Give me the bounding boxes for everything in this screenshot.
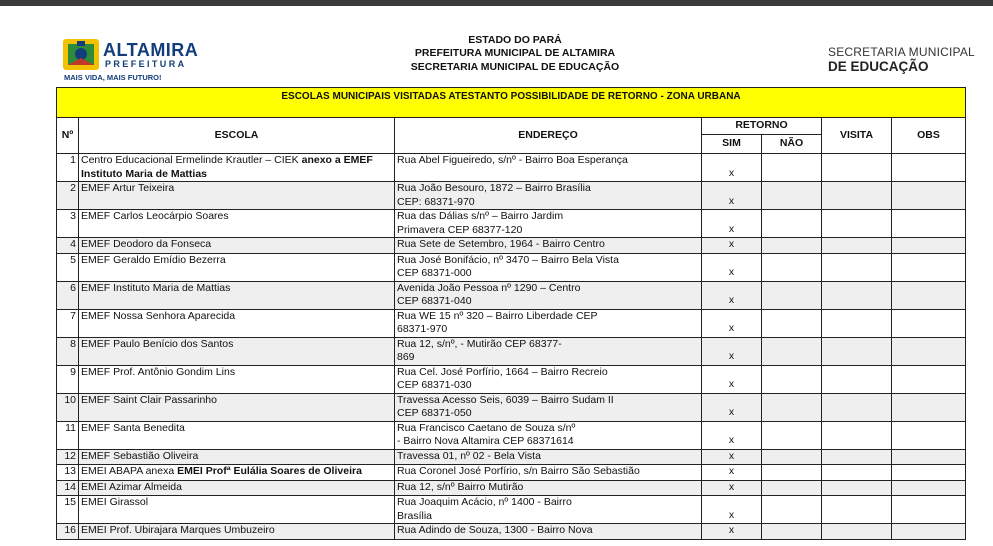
row-sim: x bbox=[702, 281, 762, 309]
row-visita bbox=[822, 182, 892, 210]
row-number: 14 bbox=[57, 480, 79, 496]
row-visita bbox=[822, 210, 892, 238]
header-visita: VISITA bbox=[822, 118, 892, 154]
row-nao bbox=[762, 337, 822, 365]
row-sim: x bbox=[702, 449, 762, 465]
logo-slogan: MAIS VIDA, MAIS FUTURO! bbox=[64, 73, 162, 82]
row-endereco: Rua João Besouro, 1872 – Bairro Brasília CEP: 68371-970 bbox=[395, 182, 702, 210]
row-escola: Centro Educacional Ermelinde Krautler – CIEK anexo a EMEF Instituto Maria de Mattias bbox=[79, 154, 395, 182]
row-sim: x bbox=[702, 421, 762, 449]
row-sim: x bbox=[702, 210, 762, 238]
row-visita bbox=[822, 421, 892, 449]
row-sim: x bbox=[702, 154, 762, 182]
row-nao bbox=[762, 524, 822, 540]
row-nao bbox=[762, 393, 822, 421]
row-endereco: Rua Adindo de Souza, 1300 - Bairro Nova bbox=[395, 524, 702, 540]
row-visita bbox=[822, 449, 892, 465]
row-escola: EMEI Prof. Ubirajara Marques Umbuzeiro bbox=[79, 524, 395, 540]
row-obs bbox=[892, 524, 966, 540]
table-row bbox=[57, 480, 966, 496]
row-endereco: Rua das Dálias s/nº – Bairro Jardim Primavera CEP 68377-120 bbox=[395, 210, 702, 238]
table-body bbox=[57, 154, 966, 540]
secretaria-line2: DE EDUCAÇÃO bbox=[828, 59, 929, 74]
row-visita bbox=[822, 365, 892, 393]
row-obs bbox=[892, 337, 966, 365]
row-obs bbox=[892, 253, 966, 281]
row-nao bbox=[762, 421, 822, 449]
row-visita bbox=[822, 238, 892, 254]
row-nao bbox=[762, 238, 822, 254]
row-number: 15 bbox=[57, 496, 79, 524]
altamira-logo bbox=[62, 38, 199, 84]
row-escola: EMEF Santa Benedita bbox=[79, 421, 395, 449]
table-row bbox=[57, 238, 966, 254]
row-nao bbox=[762, 253, 822, 281]
table-row bbox=[57, 496, 966, 524]
gov-line-prefeitura: PREFEITURA MUNICIPAL DE ALTAMIRA bbox=[414, 47, 616, 60]
header-nao: NÃO bbox=[762, 135, 822, 154]
table-row bbox=[57, 421, 966, 449]
row-visita bbox=[822, 281, 892, 309]
table-row bbox=[57, 524, 966, 540]
row-number: 4 bbox=[57, 238, 79, 254]
row-nao bbox=[762, 281, 822, 309]
row-endereco: Rua Francisco Caetano de Souza s/nº - Bairro Nova Altamira CEP 68371614 bbox=[395, 421, 702, 449]
government-header bbox=[380, 34, 650, 74]
header-sim: SIM bbox=[702, 135, 762, 154]
row-escola: EMEF Nossa Senhora Aparecida bbox=[79, 309, 395, 337]
row-nao bbox=[762, 309, 822, 337]
schools-table bbox=[56, 87, 966, 540]
row-sim: x bbox=[702, 238, 762, 254]
row-obs bbox=[892, 449, 966, 465]
row-endereco: Rua Sete de Setembro, 1964 - Bairro Centro bbox=[395, 238, 702, 254]
row-sim: x bbox=[702, 337, 762, 365]
row-obs bbox=[892, 480, 966, 496]
row-escola: EMEF Geraldo Emídio Bezerra bbox=[79, 253, 395, 281]
row-obs bbox=[892, 365, 966, 393]
row-visita bbox=[822, 154, 892, 182]
row-escola: EMEI Girassol bbox=[79, 496, 395, 524]
row-visita bbox=[822, 309, 892, 337]
row-obs bbox=[892, 421, 966, 449]
row-obs bbox=[892, 154, 966, 182]
row-endereco: Rua Cel. José Porfírio, 1664 – Bairro Recreio CEP 68371-030 bbox=[395, 365, 702, 393]
row-nao bbox=[762, 154, 822, 182]
table-row bbox=[57, 449, 966, 465]
header-obs: OBS bbox=[892, 118, 966, 154]
row-endereco: Rua Coronel José Porfírio, s/n Bairro São Sebastião bbox=[395, 465, 702, 481]
municipal-crest-icon bbox=[62, 38, 100, 71]
table-row bbox=[57, 281, 966, 309]
row-sim: x bbox=[702, 182, 762, 210]
table-row bbox=[57, 465, 966, 481]
row-sim: x bbox=[702, 480, 762, 496]
row-endereco: Rua Joaquim Acácio, nº 1400 - Bairro Brasília bbox=[395, 496, 702, 524]
row-visita bbox=[822, 393, 892, 421]
row-nao bbox=[762, 210, 822, 238]
table-row bbox=[57, 210, 966, 238]
row-escola: EMEI ABAPA anexa EMEI Profª Eulália Soares de Oliveira bbox=[79, 465, 395, 481]
row-number: 12 bbox=[57, 449, 79, 465]
row-escola: EMEF Deodoro da Fonseca bbox=[79, 238, 395, 254]
table-row bbox=[57, 182, 966, 210]
header-retorno: RETORNO bbox=[702, 118, 822, 135]
row-number: 5 bbox=[57, 253, 79, 281]
row-visita bbox=[822, 496, 892, 524]
row-number: 2 bbox=[57, 182, 79, 210]
row-obs bbox=[892, 309, 966, 337]
table-title-row bbox=[57, 88, 966, 118]
row-number: 13 bbox=[57, 465, 79, 481]
row-nao bbox=[762, 496, 822, 524]
row-sim: x bbox=[702, 465, 762, 481]
row-endereco: Travessa 01, nº 02 - Bela Vista bbox=[395, 449, 702, 465]
row-number: 8 bbox=[57, 337, 79, 365]
row-endereco: Rua José Bonifácio, nº 3470 – Bairro Bela Vista CEP 68371-000 bbox=[395, 253, 702, 281]
row-nao bbox=[762, 365, 822, 393]
row-sim: x bbox=[702, 393, 762, 421]
row-visita bbox=[822, 253, 892, 281]
row-visita bbox=[822, 524, 892, 540]
row-nao bbox=[762, 182, 822, 210]
row-number: 6 bbox=[57, 281, 79, 309]
header-num: Nº bbox=[57, 118, 79, 154]
row-nao bbox=[762, 465, 822, 481]
logo-name: ALTAMIRA bbox=[103, 40, 199, 60]
table-row bbox=[57, 253, 966, 281]
row-escola: EMEF Carlos Leocárpio Soares bbox=[79, 210, 395, 238]
row-number: 3 bbox=[57, 210, 79, 238]
row-endereco: Rua Abel Figueiredo, s/nº - Bairro Boa Esperança bbox=[395, 154, 702, 182]
row-number: 7 bbox=[57, 309, 79, 337]
row-visita bbox=[822, 465, 892, 481]
logo-subtitle: PREFEITURA bbox=[105, 59, 187, 69]
row-escola: EMEF Saint Clair Passarinho bbox=[79, 393, 395, 421]
row-nao bbox=[762, 449, 822, 465]
row-obs bbox=[892, 393, 966, 421]
table-header-row bbox=[57, 118, 966, 135]
row-number: 10 bbox=[57, 393, 79, 421]
row-number: 9 bbox=[57, 365, 79, 393]
row-endereco: Rua 12, s/nº, - Mutirão CEP 68377- 869 bbox=[395, 337, 702, 365]
row-escola: EMEF Paulo Benício dos Santos bbox=[79, 337, 395, 365]
row-visita bbox=[822, 337, 892, 365]
row-visita bbox=[822, 480, 892, 496]
row-number: 11 bbox=[57, 421, 79, 449]
row-endereco: Rua 12, s/nº Bairro Mutirão bbox=[395, 480, 702, 496]
window-top-bar bbox=[0, 0, 993, 6]
row-endereco: Avenida João Pessoa nº 1290 – Centro CEP 68371-040 bbox=[395, 281, 702, 309]
row-endereco: Rua WE 15 nº 320 – Bairro Liberdade CEP 68371-970 bbox=[395, 309, 702, 337]
gov-line-state: ESTADO DO PARÁ bbox=[468, 34, 562, 46]
row-obs bbox=[892, 182, 966, 210]
row-obs bbox=[892, 465, 966, 481]
row-sim: x bbox=[702, 496, 762, 524]
row-obs bbox=[892, 496, 966, 524]
row-obs bbox=[892, 281, 966, 309]
row-escola: EMEF Sebastião Oliveira bbox=[79, 449, 395, 465]
row-sim: x bbox=[702, 253, 762, 281]
table-row bbox=[57, 154, 966, 182]
table-row bbox=[57, 337, 966, 365]
row-number: 1 bbox=[57, 154, 79, 182]
header-endereco: ENDEREÇO bbox=[395, 118, 702, 154]
row-endereco: Travessa Acesso Seis, 6039 – Bairro Sudam II CEP 68371-050 bbox=[395, 393, 702, 421]
secretaria-brand bbox=[828, 45, 988, 74]
row-sim: x bbox=[702, 524, 762, 540]
table-title: ESCOLAS MUNICIPAIS VISITADAS ATESTANTO POSSIBILIDADE DE RETORNO - ZONA URBANA bbox=[57, 88, 966, 118]
row-obs bbox=[892, 210, 966, 238]
table-row bbox=[57, 393, 966, 421]
row-sim: x bbox=[702, 309, 762, 337]
header-escola: ESCOLA bbox=[79, 118, 395, 154]
row-nao bbox=[762, 480, 822, 496]
row-obs bbox=[892, 238, 966, 254]
gov-line-secretaria: SECRETARIA MUNICIPAL DE EDUCAÇÃO bbox=[410, 60, 620, 73]
table-row bbox=[57, 365, 966, 393]
row-escola: EMEF Prof. Antônio Gondim Lins bbox=[79, 365, 395, 393]
row-sim: x bbox=[702, 365, 762, 393]
row-number: 16 bbox=[57, 524, 79, 540]
secretaria-line1: SECRETARIA MUNICIPAL bbox=[828, 45, 975, 59]
row-escola: EMEF Artur Teixeira bbox=[79, 182, 395, 210]
table-row bbox=[57, 309, 966, 337]
row-escola: EMEI Azimar Almeida bbox=[79, 480, 395, 496]
row-escola: EMEF Instituto Maria de Mattias bbox=[79, 281, 395, 309]
